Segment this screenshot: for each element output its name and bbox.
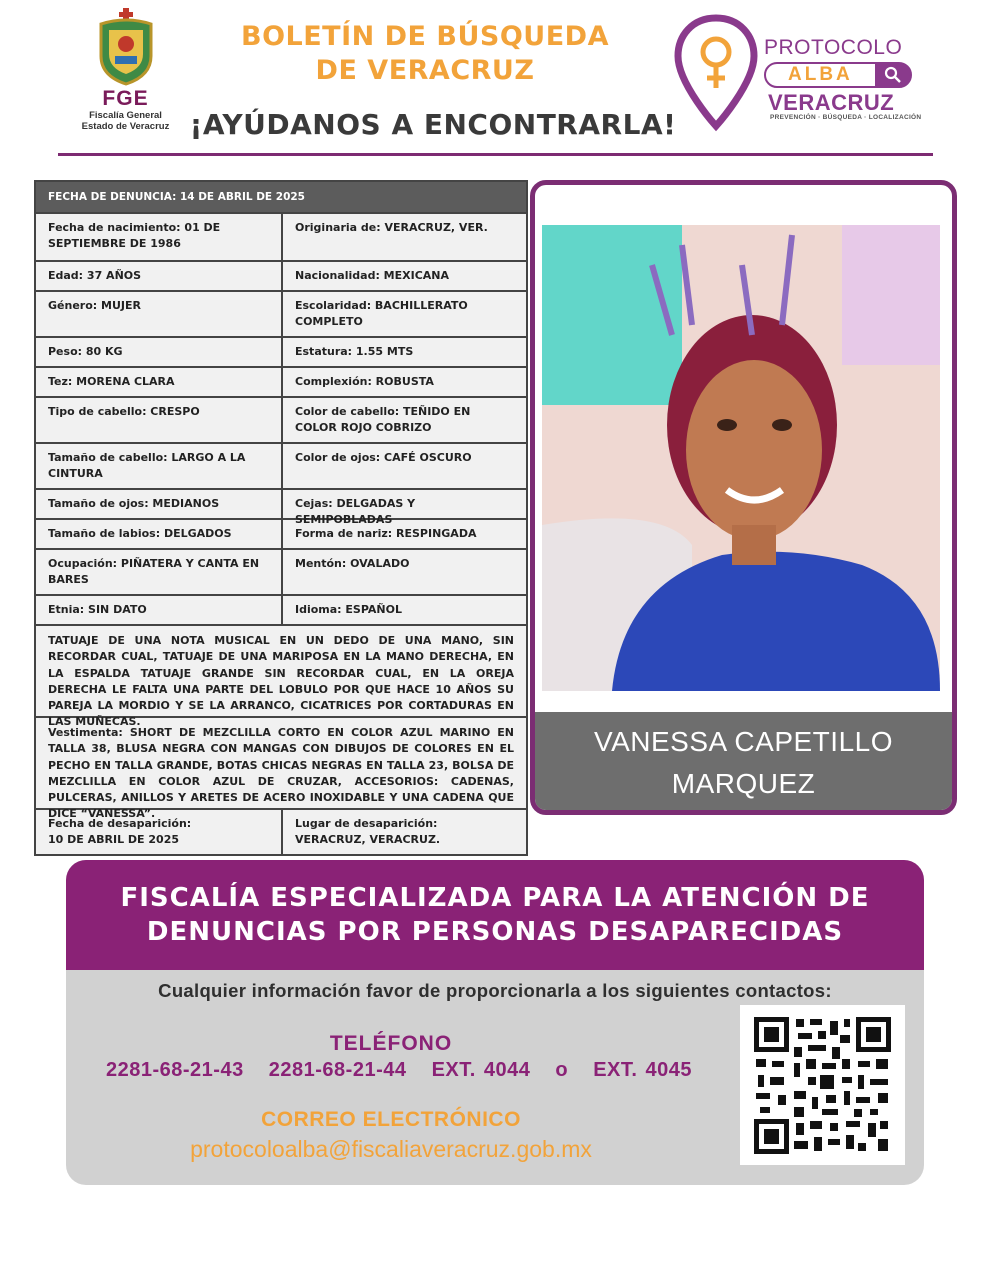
table-row (36, 488, 526, 526)
search-icon (884, 66, 902, 84)
help-headline: ¡AYÚDANOS A ENCONTRARLA! (189, 108, 677, 141)
agency-line2: DENUNCIAS POR PERSONAS DESAPARECIDAS (146, 917, 844, 947)
table-row (36, 808, 526, 854)
occupation-cell: Ocupación: PIÑATERA Y CANTA EN BARES (48, 557, 260, 586)
table-row (36, 442, 526, 488)
weight-cell: Peso: 80 KG (48, 345, 123, 358)
table-row (36, 336, 526, 366)
person-details-table (34, 180, 528, 856)
alba-pill (764, 62, 912, 88)
disappearance-date-cell (36, 810, 281, 854)
agency-banner (66, 860, 924, 970)
alba-protocolo-text: PROTOCOLO (764, 36, 903, 59)
fge-acronym: FGE (102, 87, 149, 110)
name-line1: VANESSA CAPETILLO (594, 726, 893, 757)
hair-length-cell: Tamaño de cabello: LARGO A LA CINTURA (48, 451, 246, 480)
email-address[interactable]: protocoloalba@fiscaliaveracruz.gob.mx (190, 1136, 592, 1162)
bulletin-title-line1: BOLETÍN DE BÚSQUEDA (241, 21, 609, 52)
disappearance-place-label: Lugar de desaparición: (295, 817, 438, 830)
header-divider (58, 153, 933, 156)
table-row (36, 260, 526, 290)
eye-size-cell: Tamaño de ojos: MEDIANOS (48, 497, 220, 510)
complexion-tone-cell: Tez: MORENA CLARA (48, 375, 175, 388)
portrait-placeholder (542, 225, 940, 691)
height-cell: Estatura: 1.55 MTS (281, 338, 526, 366)
nose-cell: Forma de nariz: RESPINGADA (281, 520, 526, 548)
agency-line1: FISCALÍA ESPECIALIZADA PARA LA ATENCIÓN DE (120, 883, 870, 913)
alba-veracruz-text: VERACRUZ (768, 90, 895, 115)
table-row (36, 548, 526, 594)
disappearance-date-value: 10 DE ABRIL DE 2025 (48, 833, 180, 846)
protocolo-alba-logo (672, 12, 932, 137)
gender-cell: Género: MUJER (48, 299, 141, 312)
table-row (36, 366, 526, 396)
qr-code-icon (754, 1017, 891, 1154)
eye-color-cell: Color de ojos: CAFÉ OSCURO (281, 444, 526, 488)
phone-numbers (106, 1059, 709, 1082)
nationality-cell: Nacionalidad: MEXICANA (281, 262, 526, 290)
fge-line1: Fiscalía General (89, 110, 162, 121)
age-cell: Edad: 37 AÑOS (48, 269, 142, 282)
magnifier-badge (875, 63, 911, 87)
alba-tagline: PREVENCIÓN · BÚSQUEDA · LOCALIZACIÓN (770, 114, 922, 121)
table-row (36, 518, 526, 548)
table-row (36, 396, 526, 442)
disappearance-place-cell (281, 810, 526, 854)
veracruz-seal-icon (95, 8, 157, 86)
phone-number-1[interactable]: 2281-68-21-43 (106, 1059, 244, 1081)
distinguishing-marks: TATUAJE DE UNA NOTA MUSICAL EN UN DEDO DE UNA MANO, SIN RECORDAR CUAL, TATUAJE DE UNA MARIPOSA EN LA MANO DERECHA, EN LA ESPALDA TATUAJE GRANDE SIN RECORDAR CUAL, EN LA OREJA DERECHA LE FALTA UNA PARTE DEL LOBULO POR QUE HACE 10 AÑOS SU PAREJA LA MORDIO Y SE LA ARRANCO, CICATRICES POR CORTADURAS EN LAS MUÑECAS. (36, 624, 526, 716)
ethnicity-cell: Etnia: SIN DATO (48, 603, 147, 616)
birth-date-cell: Fecha de nacimiento: 01 DE SEPTIEMBRE DE 1986 (48, 221, 221, 250)
location-pin-female-icon (672, 12, 760, 132)
origin-cell: Originaria de: VERACRUZ, VER. (281, 214, 526, 260)
table-row (36, 594, 526, 624)
phone-label: TELÉFONO (329, 1032, 453, 1055)
name-line2: MARQUEZ (671, 768, 816, 799)
contact-prompt: Cualquier información favor de proporcionarla a los siguientes contactos: (158, 980, 832, 1001)
phone-number-2[interactable]: 2281-68-21-44 (268, 1059, 407, 1081)
alba-word: ALBA (788, 64, 853, 85)
lips-cell: Tamaño de labios: DELGADOS (48, 527, 232, 540)
build-cell: Complexión: ROBUSTA (281, 368, 526, 396)
disappearance-date-label: Fecha de desaparición: (48, 817, 192, 830)
missing-person-card (530, 180, 957, 815)
bulletin-title (200, 20, 650, 88)
clothing-description: Vestimenta: SHORT DE MEZCLILLA CORTO EN COLOR AZUL MARINO EN TALLA 38, BLUSA NEGRA CON MANGAS CON DIBUJOS DE COLORES EN EL PECHO EN TALLA GRANDE, BOTAS CHICAS NEGRAS EN TALLA 23, BOLSA DE MEZCLILLA EN COLOR AZUL DE CRUZAR, ACCESORIOS: CADENAS, PULCERAS, ANILLOS Y ARETES DE ACERO INOXIDABLE Y UNA CADENA QUE DICE “VANESSA”. (36, 716, 526, 808)
disappearance-place-value: VERACRUZ, VERACRUZ. (295, 833, 441, 846)
hair-color-cell: Color de cabello: TEÑIDO EN COLOR ROJO COBRIZO (281, 398, 526, 442)
missing-person-name (535, 712, 952, 815)
qr-code[interactable] (740, 1005, 905, 1165)
contact-section (66, 860, 924, 1185)
missing-person-photo (542, 225, 940, 691)
extension-2: EXT. 4045 (593, 1059, 692, 1081)
bulletin-title-line2: DE VERACRUZ (315, 55, 535, 86)
table-row (36, 290, 526, 336)
or-text: o (555, 1059, 569, 1081)
eyebrows-cell: Cejas: DELGADAS Y SEMIPOBLADAS (281, 490, 526, 518)
report-date-header: FECHA DE DENUNCIA: 14 DE ABRIL DE 2025 (36, 182, 526, 212)
fge-logo (78, 8, 173, 143)
language-cell: Idioma: ESPAÑOL (281, 596, 526, 624)
table-row (36, 212, 526, 260)
chin-cell: Mentón: OVALADO (281, 550, 526, 594)
hair-type-cell: Tipo de cabello: CRESPO (48, 405, 200, 418)
email-label: CORREO ELECTRÓNICO (261, 1108, 521, 1131)
extension-1: EXT. 4044 (431, 1059, 531, 1081)
fge-line2: Estado de Veracruz (81, 121, 170, 132)
education-cell: Escolaridad: BACHILLERATO COMPLETO (281, 292, 526, 336)
